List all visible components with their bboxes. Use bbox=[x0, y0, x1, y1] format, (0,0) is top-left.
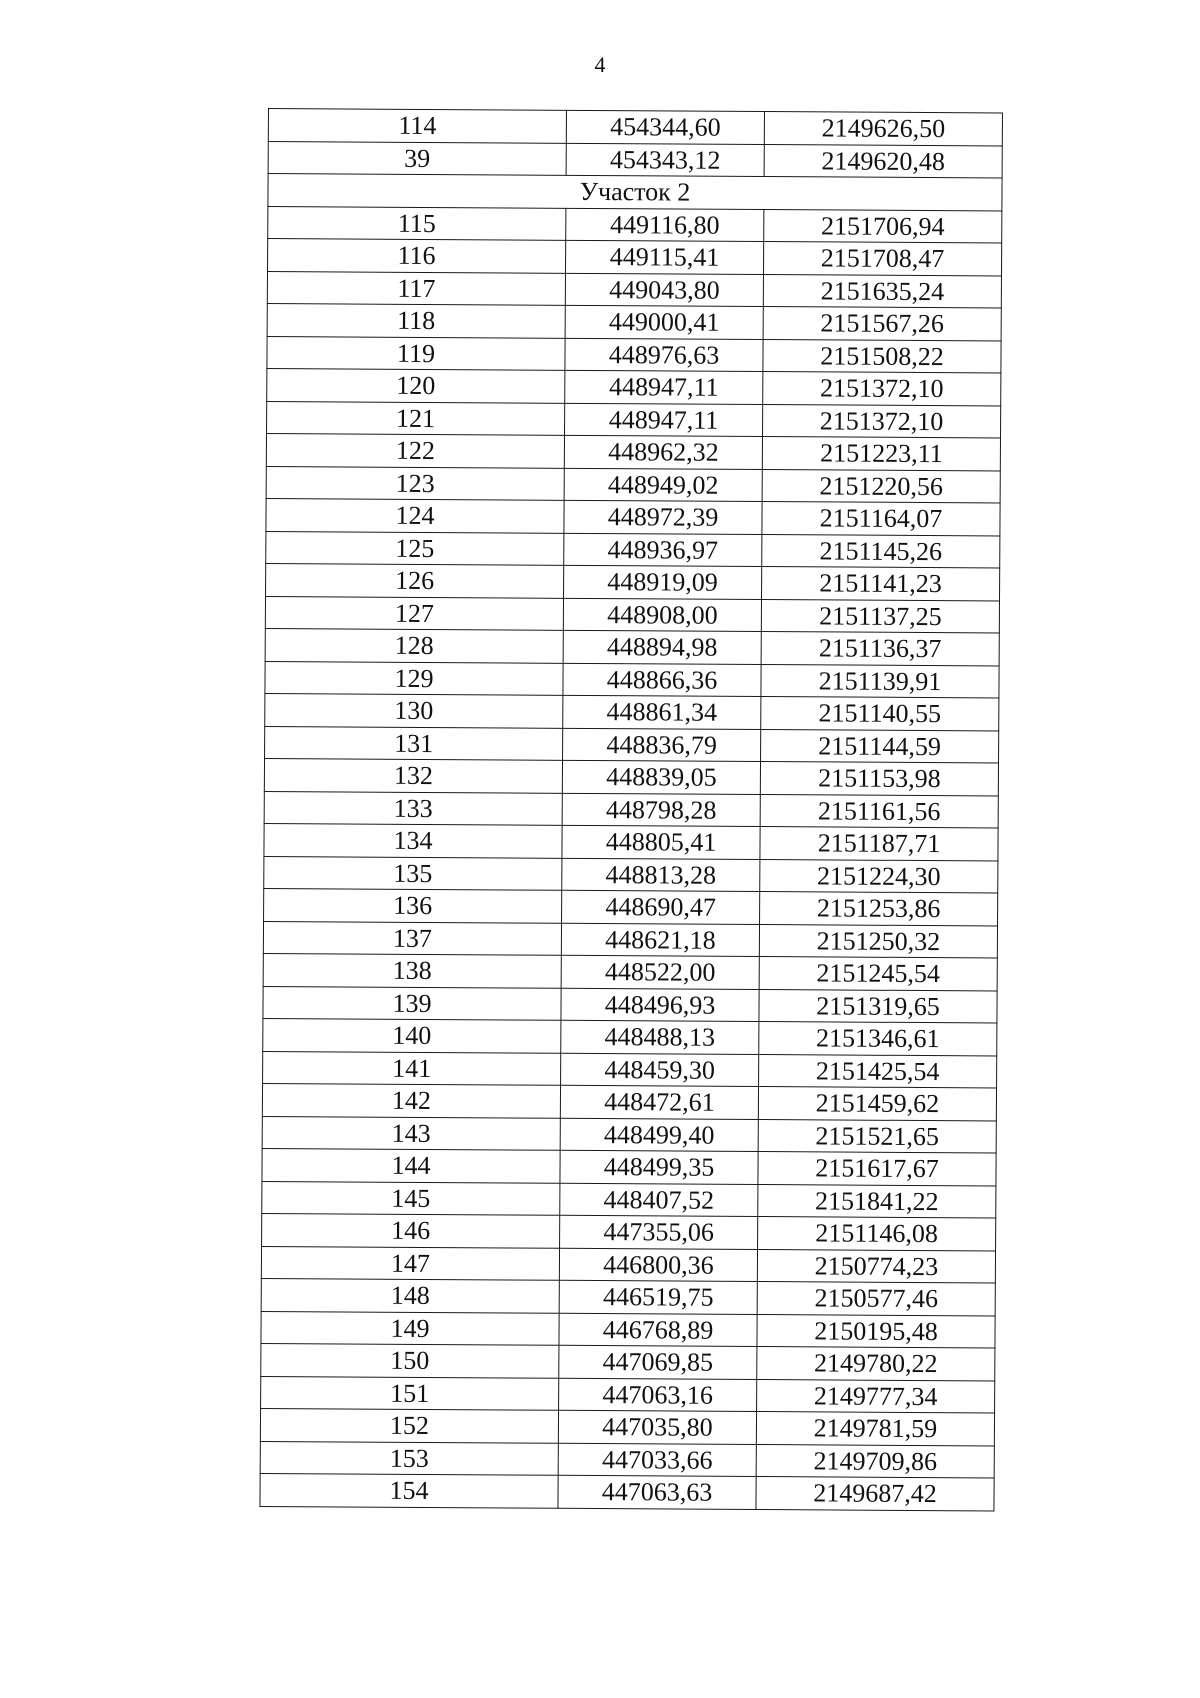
point-number-cell: 132 bbox=[264, 758, 562, 792]
point-number-cell: 115 bbox=[268, 206, 566, 240]
y-coordinate-cell: 2151146,08 bbox=[758, 1217, 996, 1251]
table-row bbox=[268, 141, 1002, 178]
x-coordinate-cell: 448947,11 bbox=[565, 403, 763, 437]
x-coordinate-cell: 448472,61 bbox=[560, 1085, 758, 1119]
y-coordinate-cell: 2151141,23 bbox=[762, 567, 1000, 601]
point-number-cell: 143 bbox=[262, 1116, 560, 1150]
table-row bbox=[260, 1473, 994, 1510]
point-number-cell: 146 bbox=[262, 1213, 560, 1247]
x-coordinate-cell: 448522,00 bbox=[561, 955, 759, 989]
table-row bbox=[264, 791, 998, 828]
table-row bbox=[262, 1116, 996, 1153]
point-number-cell: 135 bbox=[264, 856, 562, 890]
table-row bbox=[261, 1376, 995, 1413]
x-coordinate-cell: 446768,89 bbox=[559, 1313, 757, 1347]
point-number-cell: 149 bbox=[261, 1311, 559, 1345]
table-row bbox=[267, 303, 1001, 340]
table-row bbox=[261, 1246, 995, 1283]
x-coordinate-cell: 447035,80 bbox=[558, 1410, 756, 1444]
table-row bbox=[267, 336, 1001, 373]
table-row bbox=[262, 1181, 996, 1218]
table-row bbox=[268, 206, 1002, 243]
x-coordinate-cell: 448936,97 bbox=[564, 533, 762, 567]
y-coordinate-cell: 2151841,22 bbox=[758, 1184, 996, 1218]
y-coordinate-cell: 2151220,56 bbox=[762, 469, 1000, 503]
x-coordinate-cell: 448690,47 bbox=[562, 890, 760, 924]
table-row bbox=[266, 531, 1000, 568]
table-row bbox=[264, 758, 998, 795]
y-coordinate-cell: 2151708,47 bbox=[763, 242, 1001, 276]
x-coordinate-cell: 449115,41 bbox=[565, 240, 763, 274]
x-coordinate-cell: 447069,85 bbox=[559, 1345, 757, 1379]
y-coordinate-cell: 2149620,48 bbox=[764, 144, 1002, 178]
table-row bbox=[264, 888, 998, 925]
point-number-cell: 140 bbox=[263, 1018, 561, 1052]
y-coordinate-cell: 2151346,61 bbox=[759, 1022, 997, 1056]
x-coordinate-cell: 449116,80 bbox=[566, 208, 764, 242]
table-row bbox=[263, 1018, 997, 1055]
point-number-cell: 131 bbox=[265, 726, 563, 760]
table-row bbox=[263, 921, 997, 958]
coordinates-table bbox=[259, 108, 1003, 1511]
x-coordinate-cell: 447033,66 bbox=[558, 1443, 756, 1477]
y-coordinate-cell: 2151140,55 bbox=[761, 697, 999, 731]
x-coordinate-cell: 448962,32 bbox=[564, 435, 762, 469]
x-coordinate-cell: 454343,12 bbox=[566, 143, 764, 177]
x-coordinate-cell: 448947,11 bbox=[565, 370, 763, 404]
table-row bbox=[266, 466, 1000, 503]
y-coordinate-cell: 2151139,91 bbox=[761, 664, 999, 698]
y-coordinate-cell: 2151253,86 bbox=[760, 892, 998, 926]
table-row bbox=[261, 1278, 995, 1315]
point-number-cell: 119 bbox=[267, 336, 565, 370]
point-number-cell: 133 bbox=[264, 791, 562, 825]
x-coordinate-cell: 447063,16 bbox=[559, 1378, 757, 1412]
y-coordinate-cell: 2151319,65 bbox=[759, 989, 997, 1023]
y-coordinate-cell: 2151223,11 bbox=[762, 437, 1000, 471]
point-number-cell: 136 bbox=[264, 888, 562, 922]
y-coordinate-cell: 2151137,25 bbox=[761, 599, 999, 633]
y-coordinate-cell: 2149687,42 bbox=[756, 1477, 994, 1511]
y-coordinate-cell: 2149709,86 bbox=[756, 1444, 994, 1478]
point-number-cell: 150 bbox=[261, 1343, 559, 1377]
x-coordinate-cell: 448621,18 bbox=[561, 923, 759, 957]
y-coordinate-cell: 2151145,26 bbox=[762, 534, 1000, 568]
table-row bbox=[265, 661, 999, 698]
table-row bbox=[266, 498, 1000, 535]
y-coordinate-cell: 2149781,59 bbox=[756, 1412, 994, 1446]
y-coordinate-cell: 2151153,98 bbox=[760, 762, 998, 796]
y-coordinate-cell: 2151144,59 bbox=[761, 729, 999, 763]
x-coordinate-cell: 448861,34 bbox=[563, 695, 761, 729]
x-coordinate-cell: 448499,35 bbox=[560, 1150, 758, 1184]
x-coordinate-cell: 449043,80 bbox=[565, 273, 763, 307]
point-number-cell: 142 bbox=[262, 1083, 560, 1117]
point-number-cell: 118 bbox=[267, 303, 565, 337]
y-coordinate-cell: 2151372,10 bbox=[763, 404, 1001, 438]
y-coordinate-cell: 2151567,26 bbox=[763, 307, 1001, 341]
table-row bbox=[263, 1051, 997, 1088]
point-number-cell: 126 bbox=[266, 563, 564, 597]
table-row bbox=[266, 563, 1000, 600]
y-coordinate-cell: 2150774,23 bbox=[757, 1249, 995, 1283]
table-row bbox=[267, 368, 1001, 405]
table-body bbox=[260, 109, 1003, 1511]
x-coordinate-cell: 448798,28 bbox=[562, 793, 760, 827]
point-number-cell: 116 bbox=[268, 239, 566, 273]
y-coordinate-cell: 2151224,30 bbox=[760, 859, 998, 893]
point-number-cell: 152 bbox=[260, 1408, 558, 1442]
y-coordinate-cell: 2151164,07 bbox=[762, 502, 1000, 536]
y-coordinate-cell: 2150577,46 bbox=[757, 1282, 995, 1316]
point-number-cell: 39 bbox=[268, 141, 566, 175]
y-coordinate-cell: 2149777,34 bbox=[757, 1379, 995, 1413]
table-row bbox=[265, 596, 999, 633]
point-number-cell: 138 bbox=[263, 953, 561, 987]
x-coordinate-cell: 448459,30 bbox=[561, 1053, 759, 1087]
y-coordinate-cell: 2151372,10 bbox=[763, 372, 1001, 406]
x-coordinate-cell: 448836,79 bbox=[563, 728, 761, 762]
table-row bbox=[262, 1148, 996, 1185]
point-number-cell: 127 bbox=[265, 596, 563, 630]
x-coordinate-cell: 448976,63 bbox=[565, 338, 763, 372]
y-coordinate-cell: 2151136,37 bbox=[761, 632, 999, 666]
x-coordinate-cell: 448407,52 bbox=[560, 1183, 758, 1217]
y-coordinate-cell: 2151706,94 bbox=[764, 209, 1002, 243]
x-coordinate-cell: 446800,36 bbox=[559, 1248, 757, 1282]
y-coordinate-cell: 2151521,65 bbox=[758, 1119, 996, 1153]
table-row bbox=[267, 271, 1001, 308]
y-coordinate-cell: 2151635,24 bbox=[763, 274, 1001, 308]
x-coordinate-cell: 448813,28 bbox=[562, 858, 760, 892]
table-row bbox=[265, 693, 999, 730]
point-number-cell: 153 bbox=[260, 1441, 558, 1475]
point-number-cell: 141 bbox=[263, 1051, 561, 1085]
table-row bbox=[261, 1343, 995, 1380]
point-number-cell: 121 bbox=[267, 401, 565, 435]
table-row bbox=[265, 726, 999, 763]
point-number-cell: 147 bbox=[261, 1246, 559, 1280]
y-coordinate-cell: 2151187,71 bbox=[760, 827, 998, 861]
point-number-cell: 144 bbox=[262, 1148, 560, 1182]
point-number-cell: 145 bbox=[262, 1181, 560, 1215]
point-number-cell: 117 bbox=[267, 271, 565, 305]
point-number-cell: 123 bbox=[266, 466, 564, 500]
y-coordinate-cell: 2151245,54 bbox=[759, 957, 997, 991]
x-coordinate-cell: 446519,75 bbox=[559, 1280, 757, 1314]
y-coordinate-cell: 2150195,48 bbox=[757, 1314, 995, 1348]
y-coordinate-cell: 2149780,22 bbox=[757, 1347, 995, 1381]
table-row bbox=[263, 986, 997, 1023]
point-number-cell: 125 bbox=[266, 531, 564, 565]
y-coordinate-cell: 2151250,32 bbox=[759, 924, 997, 958]
point-number-cell: 114 bbox=[268, 109, 566, 143]
table-row bbox=[262, 1213, 996, 1250]
point-number-cell: 124 bbox=[266, 498, 564, 532]
point-number-cell: 120 bbox=[267, 368, 565, 402]
point-number-cell: 134 bbox=[264, 823, 562, 857]
x-coordinate-cell: 448949,02 bbox=[564, 468, 762, 502]
table-row bbox=[268, 109, 1002, 146]
x-coordinate-cell: 448972,39 bbox=[564, 500, 762, 534]
x-coordinate-cell: 448866,36 bbox=[563, 663, 761, 697]
table-row bbox=[262, 1083, 996, 1120]
table-row bbox=[261, 1311, 995, 1348]
point-number-cell: 128 bbox=[265, 628, 563, 662]
x-coordinate-cell: 454344,60 bbox=[566, 110, 764, 144]
point-number-cell: 130 bbox=[265, 693, 563, 727]
y-coordinate-cell: 2151508,22 bbox=[763, 339, 1001, 373]
x-coordinate-cell: 448805,41 bbox=[562, 825, 760, 859]
x-coordinate-cell: 447355,06 bbox=[560, 1215, 758, 1249]
y-coordinate-cell: 2151459,62 bbox=[758, 1087, 996, 1121]
table-row bbox=[268, 239, 1002, 276]
point-number-cell: 154 bbox=[260, 1473, 558, 1507]
point-number-cell: 151 bbox=[261, 1376, 559, 1410]
section-label: Участок 2 bbox=[268, 174, 1002, 211]
table-row bbox=[267, 401, 1001, 438]
x-coordinate-cell: 447063,63 bbox=[558, 1475, 756, 1509]
page-number: 4 bbox=[594, 52, 606, 77]
y-coordinate-cell: 2151425,54 bbox=[759, 1054, 997, 1088]
table-row bbox=[263, 953, 997, 990]
table-row bbox=[260, 1408, 994, 1445]
x-coordinate-cell: 448499,40 bbox=[560, 1118, 758, 1152]
y-coordinate-cell: 2149626,50 bbox=[764, 112, 1002, 146]
point-number-cell: 129 bbox=[265, 661, 563, 695]
x-coordinate-cell: 448919,09 bbox=[564, 565, 762, 599]
point-number-cell: 137 bbox=[263, 921, 561, 955]
x-coordinate-cell: 449000,41 bbox=[565, 305, 763, 339]
y-coordinate-cell: 2151161,56 bbox=[760, 794, 998, 828]
table-row bbox=[260, 1441, 994, 1478]
x-coordinate-cell: 448496,93 bbox=[561, 988, 759, 1022]
section-row bbox=[268, 174, 1002, 211]
point-number-cell: 148 bbox=[261, 1278, 559, 1312]
table-row bbox=[264, 823, 998, 860]
table-row bbox=[266, 433, 1000, 470]
x-coordinate-cell: 448488,13 bbox=[561, 1020, 759, 1054]
point-number-cell: 122 bbox=[266, 433, 564, 467]
x-coordinate-cell: 448839,05 bbox=[562, 760, 760, 794]
x-coordinate-cell: 448908,00 bbox=[563, 598, 761, 632]
y-coordinate-cell: 2151617,67 bbox=[758, 1152, 996, 1186]
table-row bbox=[264, 856, 998, 893]
table-row bbox=[265, 628, 999, 665]
x-coordinate-cell: 448894,98 bbox=[563, 630, 761, 664]
point-number-cell: 139 bbox=[263, 986, 561, 1020]
